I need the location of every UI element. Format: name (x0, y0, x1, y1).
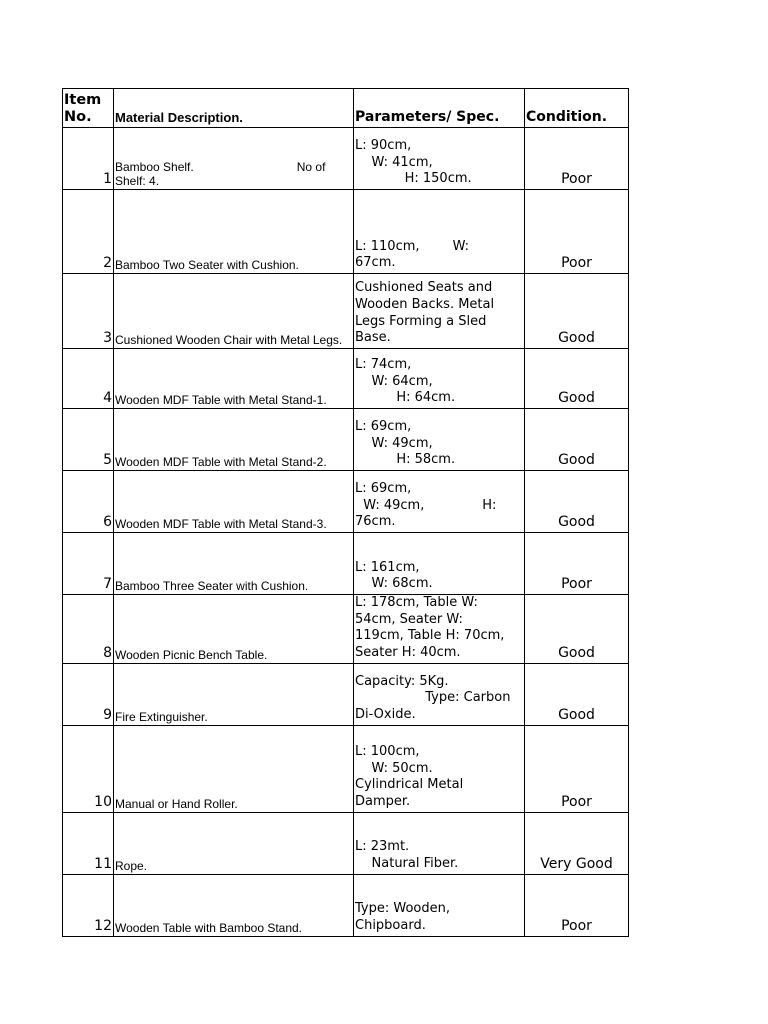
item-number: 2 (63, 190, 114, 274)
material-description: Cushioned Wooden Chair with Metal Legs. (114, 274, 354, 349)
table-row (63, 663, 629, 725)
condition: Good (525, 409, 629, 471)
item-number: 6 (63, 471, 114, 533)
item-number: 10 (63, 725, 114, 812)
condition: Poor (525, 190, 629, 274)
parameters: L: 74cm, W: 64cm, H: 64cm. (354, 349, 525, 409)
header-parameters: Parameters/ Spec. (354, 89, 525, 128)
description-part: Bamboo Shelf. (115, 160, 194, 174)
condition: Poor (525, 128, 629, 190)
material-description: Wooden MDF Table with Metal Stand-2. (114, 409, 354, 471)
table-row (63, 409, 629, 471)
table-row (63, 874, 629, 936)
item-number: 5 (63, 409, 114, 471)
parameters: L: 100cm, W: 50cm. Cylindrical Metal Damper. (354, 725, 525, 812)
material-description: Fire Extinguisher. (114, 663, 354, 725)
parameters: L: 178cm, Table W: 54cm, Seater W: 119cm, Table H: 70cm, Seater H: 40cm. (354, 595, 525, 664)
header-item-no: Item No. (63, 89, 114, 128)
condition: Good (525, 471, 629, 533)
item-number: 7 (63, 533, 114, 595)
table-row (63, 274, 629, 349)
item-number: 9 (63, 663, 114, 725)
header-material-description: Material Description. (114, 89, 354, 128)
table-row (63, 533, 629, 595)
material-description: Bamboo Three Seater with Cushion. (114, 533, 354, 595)
parameters: L: 90cm, W: 41cm, H: 150cm. (354, 128, 525, 190)
material-description: Bamboo Two Seater with Cushion. (114, 190, 354, 274)
condition: Good (525, 663, 629, 725)
table-row (63, 595, 629, 664)
item-number: 1 (63, 128, 114, 190)
condition: Good (525, 595, 629, 664)
item-number: 3 (63, 274, 114, 349)
parameters: L: 110cm, W: 67cm. (354, 190, 525, 274)
item-number: 8 (63, 595, 114, 664)
condition: Poor (525, 725, 629, 812)
table-row (63, 471, 629, 533)
inventory-table (62, 88, 629, 937)
parameters: L: 23mt. Natural Fiber. (354, 812, 525, 874)
material-description: Wooden MDF Table with Metal Stand-3. (114, 471, 354, 533)
parameters: Capacity: 5Kg. Type: Carbon Di-Oxide. (354, 663, 525, 725)
condition: Good (525, 349, 629, 409)
table-row (63, 349, 629, 409)
table-row (63, 725, 629, 812)
material-description: Wooden Picnic Bench Table. (114, 595, 354, 664)
parameters: Cushioned Seats and Wooden Backs. Metal Legs Forming a Sled Base. (354, 274, 525, 349)
header-condition: Condition. (525, 89, 629, 128)
item-number: 12 (63, 874, 114, 936)
item-number: 11 (63, 812, 114, 874)
condition: Good (525, 274, 629, 349)
table-row (63, 812, 629, 874)
condition: Poor (525, 874, 629, 936)
parameters: L: 69cm, W: 49cm, H: 76cm. (354, 471, 525, 533)
material-description: Rope. (114, 812, 354, 874)
material-description (114, 128, 354, 190)
header-row (63, 89, 629, 128)
table-row (63, 190, 629, 274)
item-number: 4 (63, 349, 114, 409)
parameters: Type: Wooden, Chipboard. (354, 874, 525, 936)
material-description: Manual or Hand Roller. (114, 725, 354, 812)
condition: Poor (525, 533, 629, 595)
material-description: Wooden MDF Table with Metal Stand-1. (114, 349, 354, 409)
description-part: No of Shelf: 4. (115, 160, 326, 188)
material-description: Wooden Table with Bamboo Stand. (114, 874, 354, 936)
condition: Very Good (525, 812, 629, 874)
parameters: L: 69cm, W: 49cm, H: 58cm. (354, 409, 525, 471)
table-row (63, 128, 629, 190)
parameters: L: 161cm, W: 68cm. (354, 533, 525, 595)
